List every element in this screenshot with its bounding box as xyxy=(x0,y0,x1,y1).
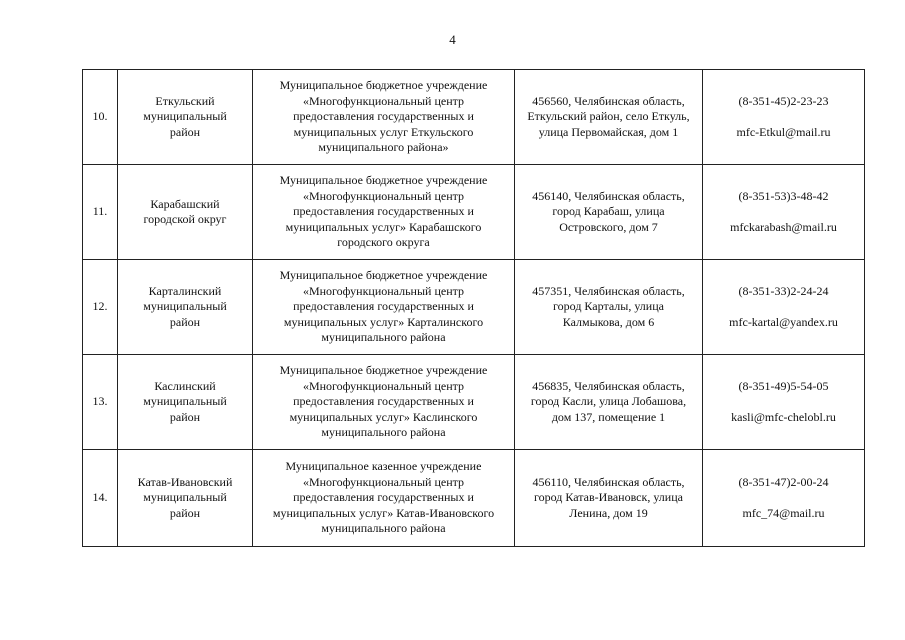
phone-number: (8-351-49)5-54-05 xyxy=(738,378,829,393)
address-line: город Касли, улица Лобашова, xyxy=(530,394,687,409)
address-line: улица Первомайская, дом 1 xyxy=(538,124,679,139)
address-cell xyxy=(515,450,703,547)
email-address: mfc-kartal@yandex.ru xyxy=(729,315,838,329)
address-cell xyxy=(515,260,703,355)
address-line: 456140, Челябинская область, xyxy=(532,188,685,203)
row-number: 12. xyxy=(92,299,108,314)
district-cell xyxy=(118,165,253,260)
row-number-cell xyxy=(83,70,118,165)
organization-name-line: Муниципальное бюджетное учреждение xyxy=(279,268,488,283)
phone-number: (8-351-47)2-00-24 xyxy=(738,474,829,489)
organization-name-line: «Многофункциональный центр xyxy=(302,283,465,298)
organization-name-line: Муниципальное бюджетное учреждение xyxy=(279,78,488,93)
district-name-line: муниципальный xyxy=(143,394,227,409)
district-name-line: Каслинский xyxy=(154,378,216,393)
address-line: 456835, Челябинская область, xyxy=(532,378,685,393)
organization-name-line: муниципальных услуг» Карабашского xyxy=(285,219,482,234)
organization-name-line: муниципального района xyxy=(321,425,446,440)
district-name-line: Еткульский xyxy=(155,93,215,108)
organization-name-line: «Многофункциональный центр xyxy=(302,378,465,393)
organization-name-line: муниципальных услуг» Катав-Ивановского xyxy=(272,505,495,520)
organization-name-line: муниципальных услуг Еткульского xyxy=(293,124,474,139)
table-row xyxy=(83,355,865,450)
address-cell xyxy=(515,70,703,165)
district-name-line: Катав-Ивановский xyxy=(137,474,233,489)
organization-name-line: «Многофункциональный центр xyxy=(302,474,465,489)
organization-name-line: муниципальных услуг» Каслинского xyxy=(289,409,478,424)
contact-cell xyxy=(703,165,865,260)
address-line: город Карталы, улица xyxy=(553,299,664,314)
row-number: 14. xyxy=(92,490,108,505)
address-line: 457351, Челябинская область, xyxy=(532,283,685,298)
organization-cell xyxy=(253,355,515,450)
organization-cell xyxy=(253,70,515,165)
table-row xyxy=(83,70,865,165)
organization-name-line: муниципального района xyxy=(321,521,446,536)
organization-name-line: предоставления государственных и xyxy=(293,299,474,314)
district-cell xyxy=(118,450,253,547)
table-row xyxy=(83,450,865,547)
organization-name-line: предоставления государственных и xyxy=(293,109,474,124)
district-name-line: район xyxy=(169,505,201,520)
table-row xyxy=(83,165,865,260)
phone-number: (8-351-53)3-48-42 xyxy=(738,188,829,203)
phone-number: (8-351-45)2-23-23 xyxy=(738,93,829,108)
row-number-cell xyxy=(83,450,118,547)
district-name-line: Карталинский xyxy=(148,283,222,298)
address-cell xyxy=(515,165,703,260)
organization-name-line: предоставления государственных и xyxy=(293,394,474,409)
address-line: дом 137, помещение 1 xyxy=(551,409,666,424)
organization-name-line: муниципальных услуг» Карталинского xyxy=(283,314,484,329)
organization-name-line: предоставления государственных и xyxy=(293,204,474,219)
district-cell xyxy=(118,355,253,450)
contact-cell xyxy=(703,260,865,355)
organization-name-line: Муниципальное бюджетное учреждение xyxy=(279,173,488,188)
district-name-line: Карабашский xyxy=(150,196,220,211)
address-line: 456560, Челябинская область, xyxy=(532,93,685,108)
row-number-cell xyxy=(83,165,118,260)
organization-name-line: Муниципальное бюджетное учреждение xyxy=(279,363,488,378)
row-number: 11. xyxy=(92,204,108,219)
address-line: город Катав-Ивановск, улица xyxy=(534,490,683,505)
district-cell xyxy=(118,260,253,355)
district-cell xyxy=(118,70,253,165)
address-line: Островского, дом 7 xyxy=(559,219,658,234)
organization-name-line: муниципального района» xyxy=(318,140,449,155)
address-line: Еткульский район, село Еткуль, xyxy=(527,109,690,124)
phone-number: (8-351-33)2-24-24 xyxy=(738,283,829,298)
row-number-cell xyxy=(83,355,118,450)
district-name-line: городской округ xyxy=(143,212,227,226)
row-number-cell xyxy=(83,260,118,355)
email-address: mfc_74@mail.ru xyxy=(742,506,825,520)
mfc-table-body xyxy=(83,70,865,547)
district-name-line: муниципальный xyxy=(143,109,227,124)
district-name-line: район xyxy=(169,314,201,329)
address-cell xyxy=(515,355,703,450)
row-number: 13. xyxy=(92,394,108,409)
organization-name-line: предоставления государственных и xyxy=(293,490,474,505)
organization-name-line: «Многофункциональный центр xyxy=(302,188,465,203)
email-address: mfckarabash@mail.ru xyxy=(730,220,837,234)
contact-cell xyxy=(703,355,865,450)
district-name-line: район xyxy=(169,124,201,139)
district-name-line: муниципальный xyxy=(143,490,227,505)
table-row xyxy=(83,260,865,355)
organization-cell xyxy=(253,260,515,355)
district-name-line: район xyxy=(169,409,201,424)
address-line: город Карабаш, улица xyxy=(552,204,665,219)
row-number: 10. xyxy=(92,109,108,124)
organization-name-line: муниципального района xyxy=(321,330,446,345)
organization-name-line: «Многофункциональный центр xyxy=(302,93,465,108)
contact-cell xyxy=(703,70,865,165)
email-address: kasli@mfc-chelobl.ru xyxy=(731,410,836,424)
address-line: Калмыкова, дом 6 xyxy=(562,314,655,329)
organization-name-line: городского округа xyxy=(337,235,430,250)
email-address: mfc-Etkul@mail.ru xyxy=(736,125,831,139)
address-line: 456110, Челябинская область, xyxy=(532,474,685,489)
mfc-table xyxy=(82,69,865,547)
address-line: Ленина, дом 19 xyxy=(569,505,648,520)
organization-cell xyxy=(253,165,515,260)
page-number: 4 xyxy=(449,32,456,47)
district-name-line: муниципальный xyxy=(143,299,227,314)
organization-cell xyxy=(253,450,515,547)
organization-name-line: Муниципальное казенное учреждение xyxy=(285,459,482,474)
contact-cell xyxy=(703,450,865,547)
